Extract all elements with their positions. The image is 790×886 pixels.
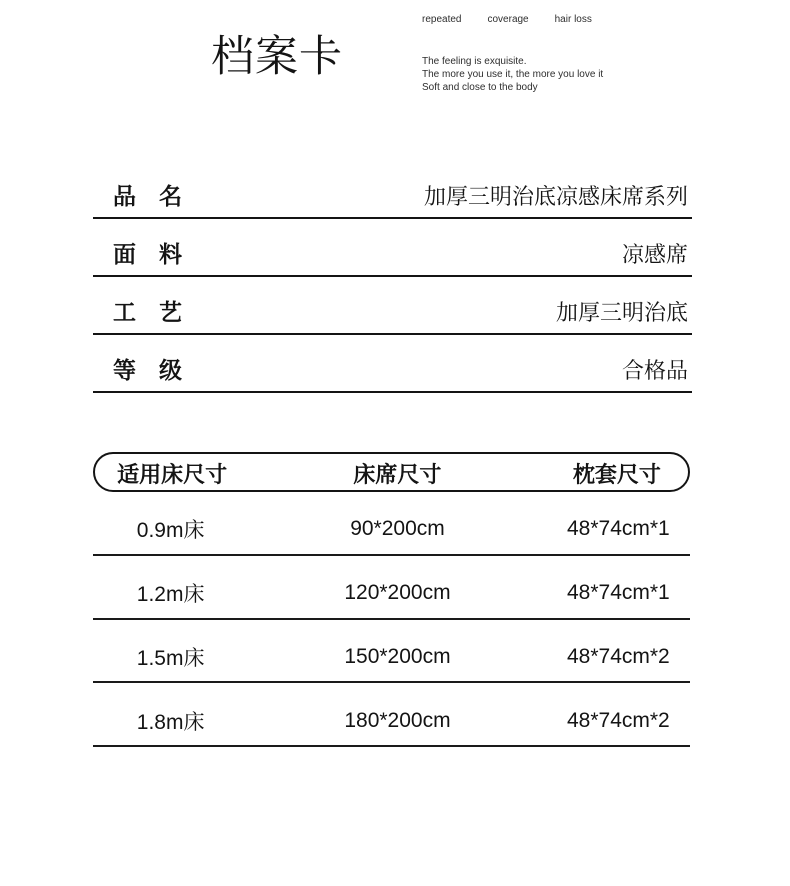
page-title: 档案卡 <box>211 33 343 81</box>
column-header-bed-size: 适用床尺寸 <box>117 461 228 487</box>
table-cell: 48*74cm*1 <box>566 517 670 541</box>
table-cell: 1.5m床 <box>136 646 205 670</box>
spec-label: 品 名 <box>113 183 182 209</box>
table-cell: 1.8m床 <box>136 710 205 734</box>
tagline-line: Soft and close to the body <box>422 81 538 93</box>
table-cell: 1.2m床 <box>136 583 205 607</box>
table-row <box>93 683 690 747</box>
column-header-pillowcase-size: 枕套尺寸 <box>572 461 661 487</box>
size-table-header <box>93 452 690 492</box>
spec-label: 等 级 <box>113 357 182 383</box>
spec-row-craft <box>93 277 692 335</box>
table-cell: 150*200cm <box>344 644 451 668</box>
table-row <box>93 620 690 684</box>
spec-label: 面 料 <box>113 241 182 267</box>
tagline <box>422 56 603 94</box>
spec-value: 加厚三明治底凉感床席系列 <box>423 184 688 209</box>
table-cell: 90*200cm <box>350 517 445 541</box>
feature-tags <box>422 13 603 26</box>
spec-row-fabric <box>93 219 692 277</box>
table-cell: 48*74cm*2 <box>566 708 670 732</box>
table-cell: 48*74cm*1 <box>566 581 670 605</box>
feature-tag: repeated <box>422 14 462 25</box>
column-header-mat-size: 床席尺寸 <box>353 461 442 487</box>
size-table <box>93 452 690 747</box>
spec-label: 工 艺 <box>113 299 182 325</box>
table-cell: 180*200cm <box>344 708 451 732</box>
table-cell: 0.9m床 <box>136 519 205 543</box>
spec-value: 合格品 <box>621 358 688 383</box>
feature-tag: coverage <box>487 14 529 25</box>
feature-tag: hair loss <box>554 14 592 25</box>
table-row <box>93 492 690 556</box>
table-cell: 120*200cm <box>344 581 451 605</box>
spec-list <box>93 161 692 393</box>
spec-row-grade <box>93 335 692 393</box>
table-row <box>93 556 690 620</box>
header-subtitle-block <box>422 13 603 94</box>
spec-value: 凉感席 <box>621 242 688 267</box>
spec-value: 加厚三明治底 <box>555 300 688 325</box>
tagline-line: The more you use it, the more you love it <box>422 68 604 80</box>
spec-row-product-name <box>93 161 692 219</box>
table-cell: 48*74cm*2 <box>566 644 670 668</box>
tagline-line: The feeling is exquisite. <box>422 56 527 67</box>
